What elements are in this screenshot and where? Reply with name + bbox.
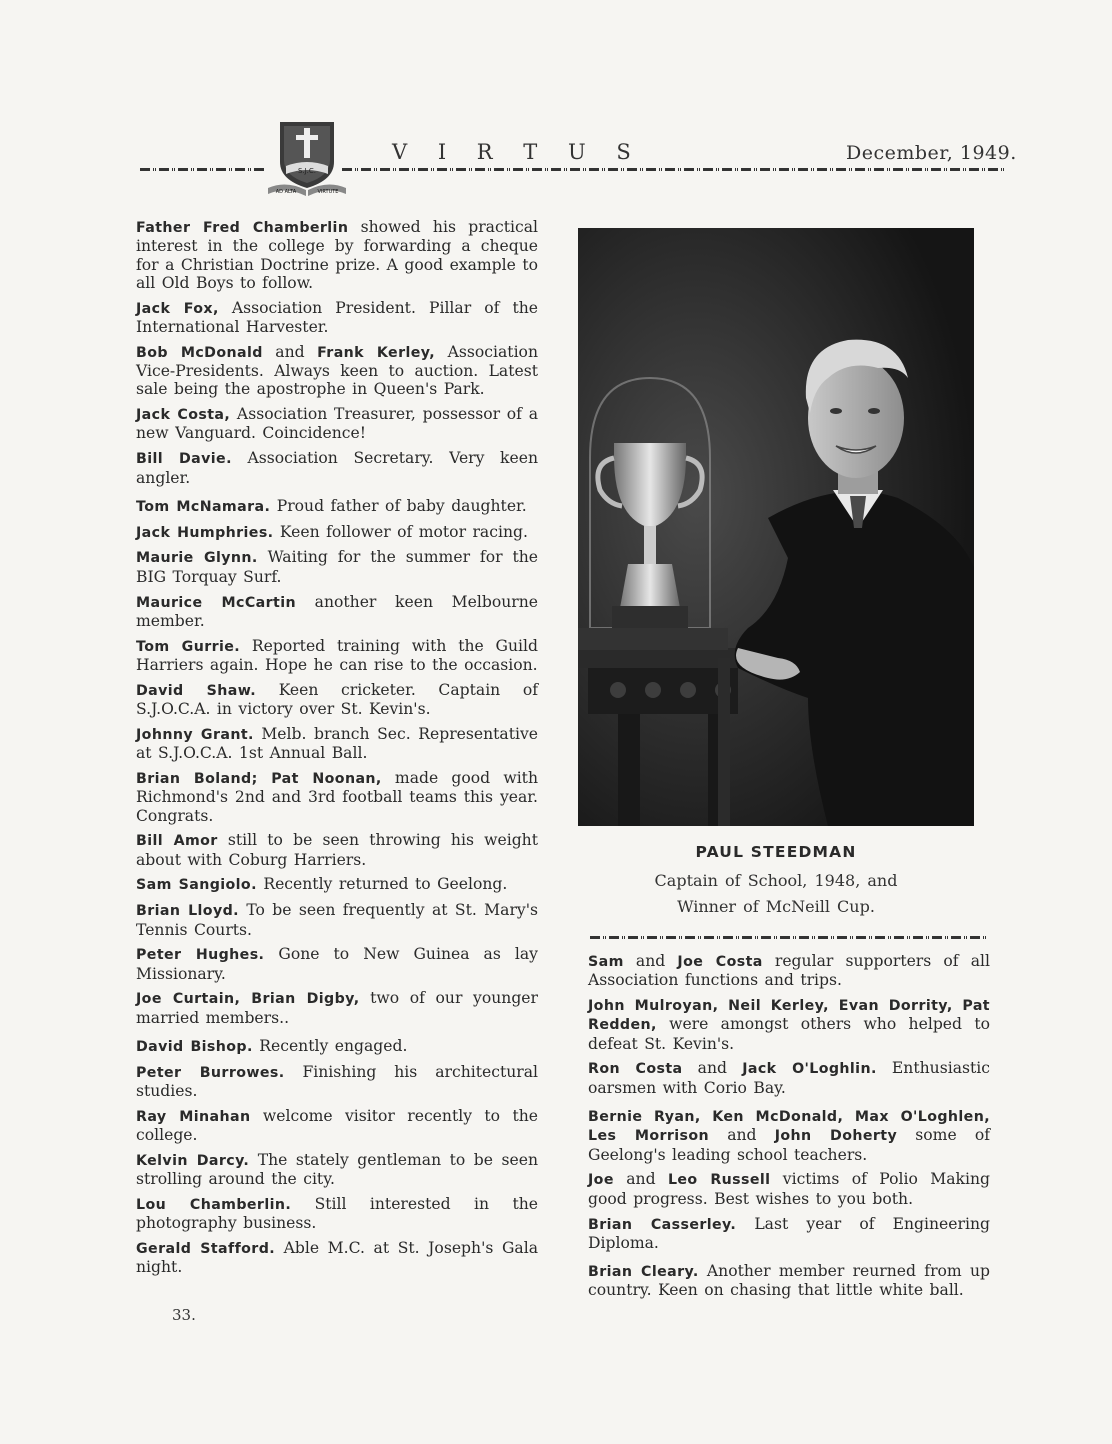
- entry-text: Able M.C. at St. Joseph's Gala night.: [136, 1239, 538, 1277]
- note-entry: [136, 1151, 538, 1189]
- school-crest-icon: [266, 118, 348, 198]
- entry-text: welcome visitor recently to the college.: [136, 1106, 538, 1145]
- entry-name: David Bishop.: [136, 1038, 253, 1055]
- entry-name: Tom McNamara.: [136, 498, 271, 515]
- note-entry: [588, 1262, 990, 1300]
- entry-name: Brian Cleary.: [588, 1264, 699, 1281]
- entry-name: Sam Sangiolo.: [136, 877, 257, 894]
- note-entry: [136, 405, 538, 443]
- entry-name: Johnny Grant.: [136, 726, 254, 743]
- note-entry: [136, 1063, 538, 1101]
- entry-name: Peter Hughes.: [136, 947, 265, 964]
- entry-name: Ron Costa: [588, 1061, 683, 1078]
- entry-text: Waiting for the summer for the BIG Torquay Surf.: [136, 548, 538, 586]
- note-entry: [136, 1107, 538, 1145]
- entry-text: and: [709, 1126, 775, 1145]
- note-entry: [136, 1195, 538, 1233]
- entry-text: and: [613, 1170, 668, 1189]
- note-entry: [136, 497, 538, 516]
- note-entry: [588, 952, 990, 990]
- entry-name: Father Fred Chamberlin: [136, 220, 349, 236]
- entry-text: Melb. branch Sec. Representative at S.J.O.C.A. 1st Annual Ball.: [136, 724, 538, 763]
- note-entry: [136, 875, 538, 894]
- magazine-title: V I R T U S: [392, 140, 643, 164]
- entry-text: To be seen frequently at St. Mary's Tennis Courts.: [136, 901, 538, 939]
- note-entry: [136, 548, 538, 586]
- portrait-photo: [578, 228, 974, 826]
- note-entry: [136, 1239, 538, 1277]
- entry-name: Brian Casserley.: [588, 1216, 737, 1233]
- entry-text: Enthusiastic oarsmen with Corio Bay.: [588, 1059, 990, 1097]
- entry-text: Association President. Pillar of the International Harvester.: [136, 298, 538, 336]
- note-entry: [588, 1059, 990, 1097]
- note-entry: [136, 681, 538, 719]
- note-entry: [136, 637, 538, 675]
- entry-name: Maurice McCartin: [136, 594, 296, 611]
- entry-text: regular supporters of all Association functions and trips.: [588, 952, 990, 990]
- entry-text: and: [623, 952, 678, 970]
- issue-date: December, 1949.: [846, 142, 1017, 164]
- note-entry: [588, 1107, 990, 1164]
- photo-caption-name: PAUL STEEDMAN: [695, 843, 857, 861]
- entry-name: Joe Curtain, Brian Digby,: [136, 991, 360, 1008]
- note-entry: [136, 831, 538, 869]
- note-entry: [136, 593, 538, 631]
- entry-name: Sam: [588, 954, 624, 970]
- caption-divider-rule: [590, 936, 986, 939]
- entry-name: Jack Fox,: [136, 300, 219, 317]
- entry-text: some of Geelong's leading school teachers.: [588, 1126, 990, 1164]
- entry-text: Association Vice-Presidents. Always keen to auction. Latest sale being the apostrophe in Queen's Park.: [136, 342, 538, 399]
- entry-name: Jack O'Loghlin.: [742, 1061, 877, 1078]
- photo-illustration: [578, 228, 974, 826]
- note-entry: [136, 449, 538, 487]
- entry-text: Keen follower of motor racing.: [273, 522, 528, 541]
- entry-name: Bob McDonald: [136, 344, 263, 361]
- note-entry: [136, 1037, 538, 1056]
- entry-name: Bill Davie.: [136, 451, 232, 468]
- entry-text: another keen Melbourne member.: [136, 592, 538, 630]
- entry-text: victims of Polio Making good progress. Best wishes to you both.: [588, 1170, 990, 1208]
- entry-name: Maurie Glynn.: [136, 550, 258, 567]
- entry-name: Kelvin Darcy.: [136, 1152, 250, 1169]
- entry-text: were amongst others who helped to defeat St. Kevin's.: [588, 1015, 990, 1053]
- entry-name: Frank Kerley,: [317, 344, 436, 361]
- entry-name: Brian Lloyd.: [136, 903, 239, 920]
- note-entry: [136, 299, 538, 337]
- entry-text: Finishing his architectural studies.: [136, 1062, 538, 1101]
- left-column: [136, 218, 538, 1283]
- entry-text: Keen cricketer. Captain of S.J.O.C.A. in victory over St. Kevin's.: [136, 680, 538, 719]
- note-entry: [136, 945, 538, 983]
- entry-text: Recently returned to Geelong.: [256, 875, 508, 894]
- entry-text: Association Secretary. Very keen angler.: [136, 449, 538, 487]
- entry-name: Tom Gurrie.: [136, 638, 241, 655]
- entry-name: Brian Boland; Pat Noonan,: [136, 770, 382, 787]
- entry-text: two of our younger married members..: [136, 989, 538, 1027]
- entry-text: still to be seen throwing his weight about with Coburg Harriers.: [136, 831, 538, 869]
- entry-text: Last year of Engineering Diploma.: [588, 1214, 990, 1252]
- entry-name: Leo Russell: [667, 1172, 771, 1189]
- entry-text: Still interested in the photography business.: [136, 1195, 538, 1233]
- note-entry: [136, 725, 538, 763]
- note-entry: [136, 901, 538, 939]
- entry-text: and: [262, 342, 318, 361]
- entry-text: Proud father of baby daughter.: [270, 496, 527, 515]
- note-entry: [136, 769, 538, 825]
- entry-text: showed his practical interest in the college by forwarding a cheque for a Christian Doctrine prize. A good example to all Old Boys to follow.: [136, 218, 538, 292]
- note-entry: [588, 1170, 990, 1208]
- crest-initials: S.J.C.: [297, 167, 317, 175]
- entry-name: Bill Amor: [136, 833, 218, 850]
- note-entry: [136, 343, 538, 399]
- note-entry: [136, 218, 538, 292]
- note-entry: [588, 996, 990, 1053]
- entry-name: Bernie Ryan, Ken McDonald, Max O'Loghlen, Les Morrison: [588, 1109, 990, 1145]
- note-entry: [588, 1215, 990, 1253]
- entry-text: The stately gentleman to be seen strolling around the city.: [136, 1150, 538, 1189]
- note-entry: [136, 523, 538, 542]
- entry-name: John Mulroyan, Neil Kerley, Evan Dorrity, Pat Redden,: [588, 998, 990, 1034]
- right-column: [588, 952, 990, 1306]
- entry-text: made good with Richmond's 2nd and 3rd football teams this year. Congrats.: [136, 768, 538, 825]
- photo-caption-line-1: Captain of School, 1948, and: [654, 871, 898, 890]
- crest-motto-right: VIRTUTE: [317, 189, 339, 195]
- entry-text: Recently engaged.: [252, 1036, 408, 1055]
- entry-name: Gerald Stafford.: [136, 1241, 276, 1258]
- entry-name: John Doherty: [774, 1128, 898, 1145]
- entry-name: Joe: [588, 1172, 614, 1189]
- header-rule-right: [342, 168, 1006, 171]
- entry-text: and: [682, 1059, 743, 1078]
- crest-motto-left: AD ALTA: [275, 189, 297, 195]
- entry-text: Association Treasurer, possessor of a new Vanguard. Coincidence!: [136, 405, 538, 443]
- header-rule-left: [140, 168, 264, 171]
- page-number: 33.: [172, 1306, 196, 1324]
- entry-name: Jack Costa,: [136, 407, 231, 424]
- entry-text: Gone to New Guinea as lay Missionary.: [136, 945, 538, 983]
- entry-text: Another member reurned from up country. Keen on chasing that little white ball.: [588, 1262, 990, 1300]
- entry-name: Joe Costa: [677, 954, 763, 970]
- entry-name: Lou Chamberlin.: [136, 1197, 292, 1214]
- photo-caption-line-2: Winner of McNeill Cup.: [677, 897, 875, 916]
- entry-name: Peter Burrowes.: [136, 1064, 285, 1081]
- entry-name: David Shaw.: [136, 682, 257, 699]
- entry-text: Reported training with the Guild Harriers again. Hope he can rise to the occasion.: [136, 636, 538, 674]
- note-entry: [136, 989, 538, 1027]
- entry-name: Ray Minahan: [136, 1108, 251, 1125]
- entry-name: Jack Humphries.: [136, 524, 274, 541]
